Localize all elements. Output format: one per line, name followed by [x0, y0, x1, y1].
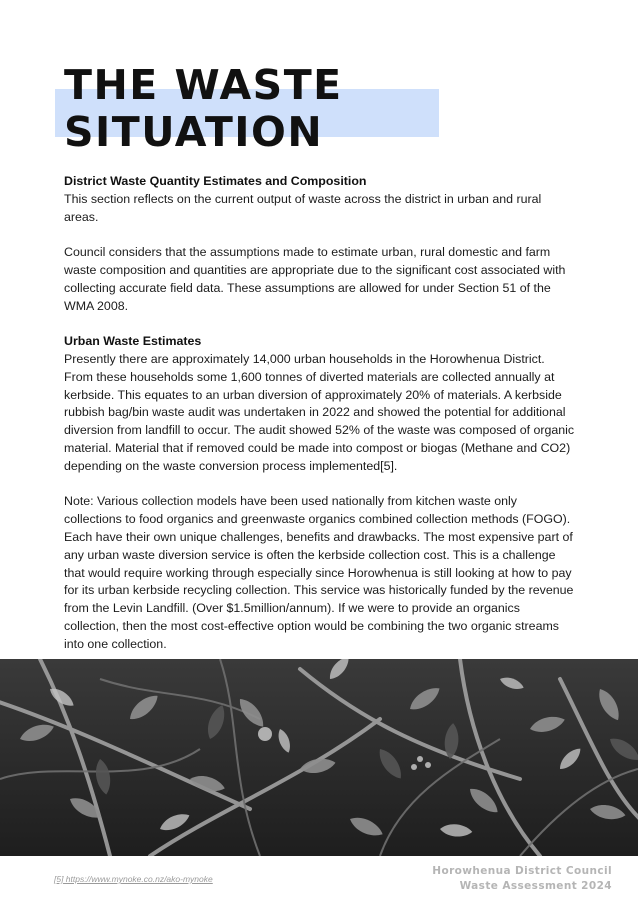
- body-content: [64, 173, 576, 671]
- urban-paragraph-1: Presently there are approximately 14,000 urban households in the Horowhenua District. From these households some 1,600 tonnes of diverted materials are collected annually at kerbside. This equates to an urban diversion of approximately 20% of materials. A kerbside rubbish bag/bin waste audit was undertaken in 2022 and showed the potential for additional diversion from landfill to occur. The audit showed 52% of the waste was composed of organic material. Material that if removed could be made into compost or biogas (Methane and CO2) depending on the waste conversion process implemented[5].: [64, 351, 575, 473]
- district-paragraph-2: Council considers that the assumptions made to estimate urban, rural domestic and farm waste composition and quantities are appropriate due to the significant cost associated with collecting accurate field data. These assumptions are allowed for under Section 51 of the WMA 2008.: [64, 245, 566, 313]
- green-waste-photo: [0, 659, 638, 856]
- document-name: Waste Assessment 2024: [459, 880, 612, 892]
- organization-footer: [432, 864, 612, 894]
- page-title-line-1: THE WASTE: [64, 61, 343, 109]
- district-heading: District Waste Quantity Estimates and Composition: [64, 174, 367, 188]
- page-title: [64, 62, 343, 156]
- urban-paragraph-2: Note: Various collection models have been used nationally from kitchen waste only collections to food organics and greenwaste organics combined collection methods (FOGO). Each have their own unique challenges, benefits and drawbacks. The most expensive part of any urban waste diversion service is often the kerbside collection cost. This is a challenge that would require working through especially since Horowhenua is still looking at how to pay for its urban kerbside recycling collection. This service was historically funded by the revenue from the Levin Landfill. (Over $1.5million/annum). If we were to provide an organics collection, then the most cost-effective option would be combining the two organic streams into one collection.: [64, 494, 574, 651]
- urban-heading: Urban Waste Estimates: [64, 334, 202, 349]
- footnote-link[interactable]: [5] https://www.mynoke.co.nz/ako-mynoke: [54, 874, 213, 884]
- title-block: [0, 0, 638, 170]
- district-paragraph-1: This section reflects on the current output of waste across the district in urban and rural areas.: [64, 191, 542, 224]
- page-title-line-2: SITUATION: [64, 108, 324, 156]
- org-name: Horowhenua District Council: [432, 865, 612, 877]
